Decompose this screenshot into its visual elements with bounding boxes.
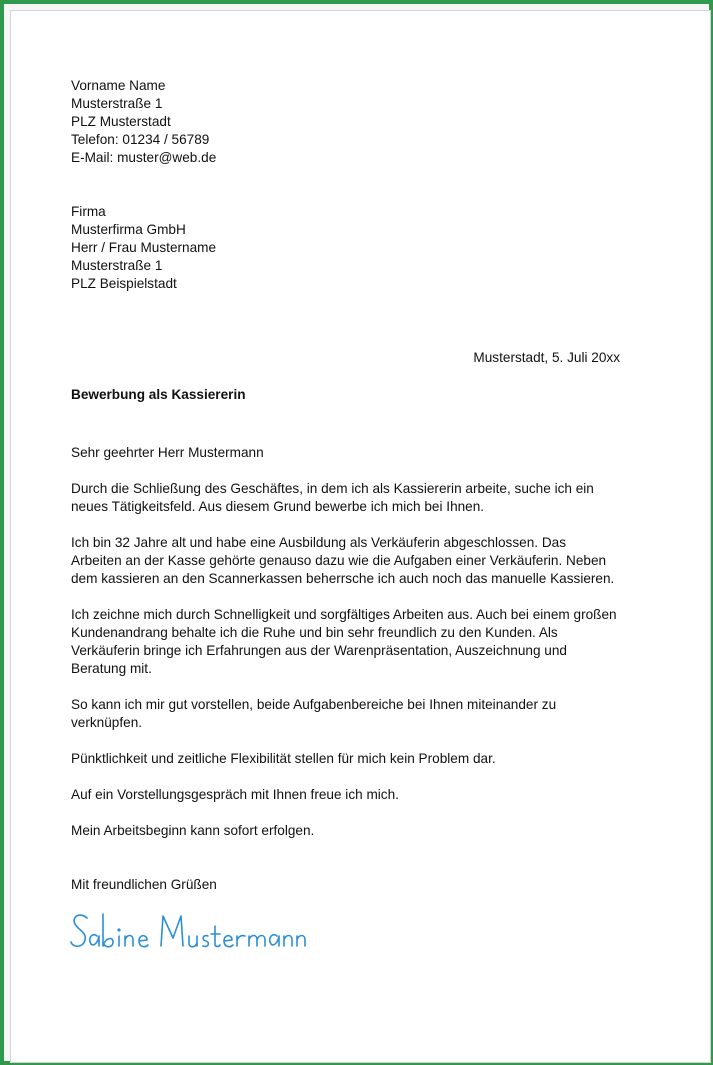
recipient-line: Musterfirma GmbH: [71, 222, 186, 237]
paragraph-line: Pünktlichkeit und zeitliche Flexibilität stellen für mich kein Problem dar.: [71, 751, 496, 766]
paragraph-line: Ich bin 32 Jahre alt und habe eine Ausbildung als Verkäuferin abgeschlossen. Das: [71, 535, 566, 550]
paragraph: [71, 696, 661, 732]
paragraph-line: dem kassieren an den Scannerkassen beherrsche ich auch noch das manuelle Kassieren.: [71, 571, 615, 586]
letter-body: [71, 444, 661, 858]
paragraph-line: Beratung mit.: [71, 661, 152, 676]
paragraph-line: Verkäuferin bringe ich Erfahrungen aus der Warenpräsentation, Auszeichnung und: [71, 643, 567, 658]
handwritten-signature: [69, 904, 309, 960]
recipient-line: Musterstraße 1: [71, 258, 163, 273]
closing-phrase: Mit freundlichen Grüßen: [71, 877, 217, 892]
sender-line: E-Mail: muster@web.de: [71, 150, 217, 165]
paragraph: [71, 534, 661, 588]
paragraph-line: So kann ich mir gut vorstellen, beide Aufgabenbereiche bei Ihnen miteinander zu: [71, 697, 557, 712]
paragraph: [71, 480, 661, 516]
paragraph-line: Ich zeichne mich durch Schnelligkeit und sorgfältiges Arbeiten aus. Auch bei einem großen: [71, 607, 617, 622]
letter-subject: Bewerbung als Kassiererin: [71, 387, 246, 402]
paragraph-line: Mein Arbeitsbeginn kann sofort erfolgen.: [71, 823, 315, 838]
letter-date: Musterstadt, 5. Juli 20xx: [473, 350, 620, 365]
paragraph-line: Kundenandrang behalte ich die Ruhe und bin sehr freundlich zu den Kunden. Als: [71, 625, 558, 640]
letter-page: [10, 10, 711, 1063]
paragraph: [71, 822, 661, 840]
paragraph-line: Auf ein Vorstellungsgespräch mit Ihnen freue ich mich.: [71, 787, 399, 802]
paragraph: [71, 606, 661, 678]
paragraph-line: Arbeiten an der Kasse gehörte genauso dazu wie die Aufgaben einer Verkäuferin. Neben: [71, 553, 607, 568]
paragraph-line: verknüpfen.: [71, 715, 143, 730]
sender-line: Musterstraße 1: [71, 96, 163, 111]
salutation-text: Sehr geehrter Herr Mustermann: [71, 445, 264, 460]
recipient-address: [71, 203, 216, 293]
recipient-line: PLZ Beispielstadt: [71, 276, 177, 291]
sender-line: Telefon: 01234 / 56789: [71, 132, 210, 147]
paragraph: [71, 786, 661, 804]
paragraph-line: Durch die Schließung des Geschäftes, in dem ich als Kassiererin arbeite, suche ich ein: [71, 481, 594, 496]
paragraph: [71, 750, 661, 768]
salutation: [71, 444, 661, 462]
sender-line: Vorname Name: [71, 78, 166, 93]
paragraph-line: neues Tätigkeitsfeld. Aus diesem Grund bewerbe ich mich bei Ihnen.: [71, 499, 485, 514]
recipient-line: Firma: [71, 204, 106, 219]
recipient-line: Herr / Frau Mustername: [71, 240, 217, 255]
sender-line: PLZ Musterstadt: [71, 114, 171, 129]
sender-address: [71, 77, 216, 167]
